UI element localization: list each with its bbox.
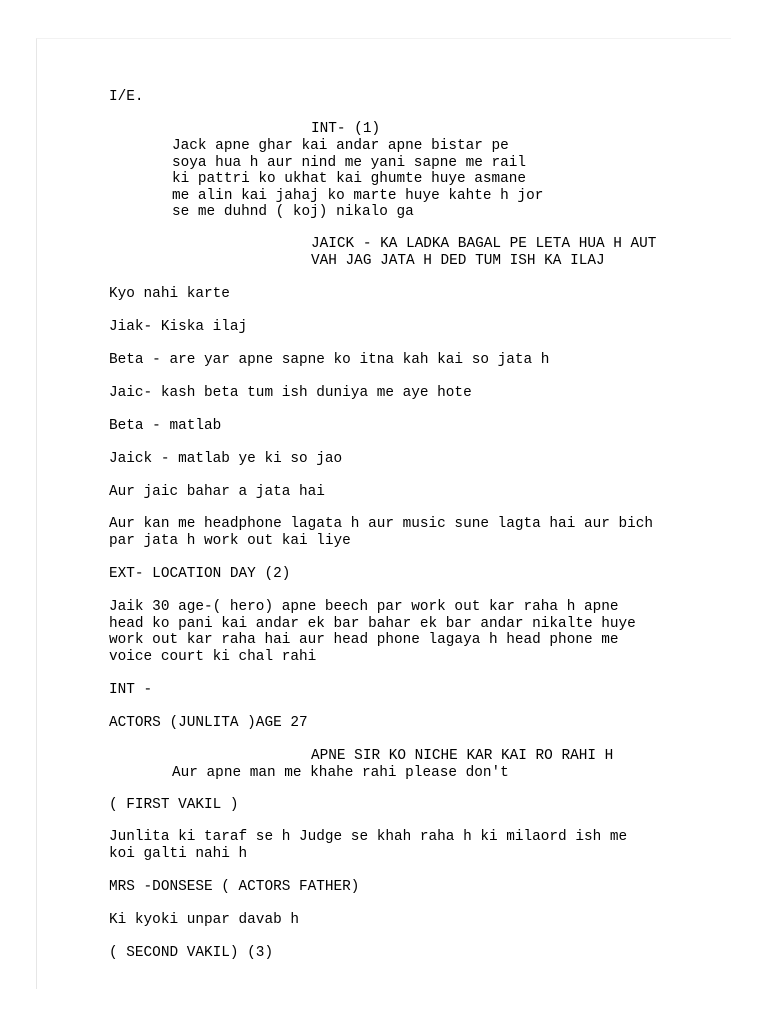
scene1-action-line: se me duhnd ( koj) nikalo ga — [172, 204, 414, 220]
scene1-character-line: JAICK - KA LADKA BAGAL PE LETA HUA H AUT — [311, 236, 657, 252]
first-vakil-heading: ( FIRST VAKIL ) — [109, 797, 239, 813]
dialog-line: Jaic- kash beta tum ish duniya me aye hote — [109, 385, 472, 401]
scene1-action-line: ki pattri ko ukhat kai ghumte huye asmane — [172, 171, 527, 187]
scene2-slug: EXT- LOCATION DAY (2) — [109, 566, 291, 582]
second-vakil-heading: ( SECOND VAKIL) (3) — [109, 945, 274, 961]
scene-heading-ie: I/E. — [109, 89, 144, 105]
first-vakil-line: koi galti nahi h — [109, 845, 248, 862]
kyoki-line: Ki kyoki unpar davab h — [109, 912, 299, 928]
dialog-line: Beta - are yar apne sapne ko itna kah kai so jata h — [109, 352, 550, 368]
actors-parenthetical: APNE SIR KO NICHE KAR KAI RO RAHI H — [311, 748, 614, 764]
scene1-slug: INT- (1) — [311, 121, 381, 137]
dialog-line: Aur jaic bahar a jata hai — [109, 484, 325, 500]
scene1-action-line: soya hua h aur nind me yani sapne me rail — [172, 154, 527, 171]
dialog-line: Jaick - matlab ye ki so jao — [109, 451, 343, 467]
scene1-action-line: Jack apne ghar kai andar apne bistar pe — [172, 138, 509, 154]
page-cutoff-mark — [247, 985, 307, 988]
scene2-action-line: Jaik 30 age-( hero) apne beech par work out kar raha h apne — [109, 599, 619, 615]
first-vakil-line: Junlita ki taraf se h Judge se khah raha h ki milaord ish me — [109, 829, 628, 845]
script-page — [36, 38, 731, 989]
action-paragraph-line: Aur kan me headphone lagata h aur music sune lagta hai aur bich — [109, 516, 654, 532]
dialog-line: Kyo nahi karte — [109, 286, 230, 302]
action-paragraph-line: par jata h work out kai liye — [109, 532, 351, 549]
dialog-line: Beta - matlab — [109, 418, 222, 434]
actors-line: ACTORS (JUNLITA )AGE 27 — [109, 715, 308, 731]
int-line: INT - — [109, 682, 153, 698]
scene2-action-line: work out kar raha hai aur head phone lagaya h head phone me — [109, 632, 619, 648]
dialog-line: Jiak- Kiska ilaj — [109, 319, 248, 335]
actors-dialog: Aur apne man me khahe rahi please don't — [172, 764, 509, 781]
scene1-action-line: me alin kai jahaj ko marte huye kahte h jor — [172, 187, 544, 204]
scene2-action-line: head ko pani kai andar ek bar bahar ek bar andar nikalte huye — [109, 615, 636, 632]
mrs-donsese-line: MRS -DONSESE ( ACTORS FATHER) — [109, 879, 360, 895]
scene2-action-line: voice court ki chal rahi — [109, 648, 317, 665]
scene1-character-line: VAH JAG JATA H DED TUM ISH KA ILAJ — [311, 252, 605, 269]
